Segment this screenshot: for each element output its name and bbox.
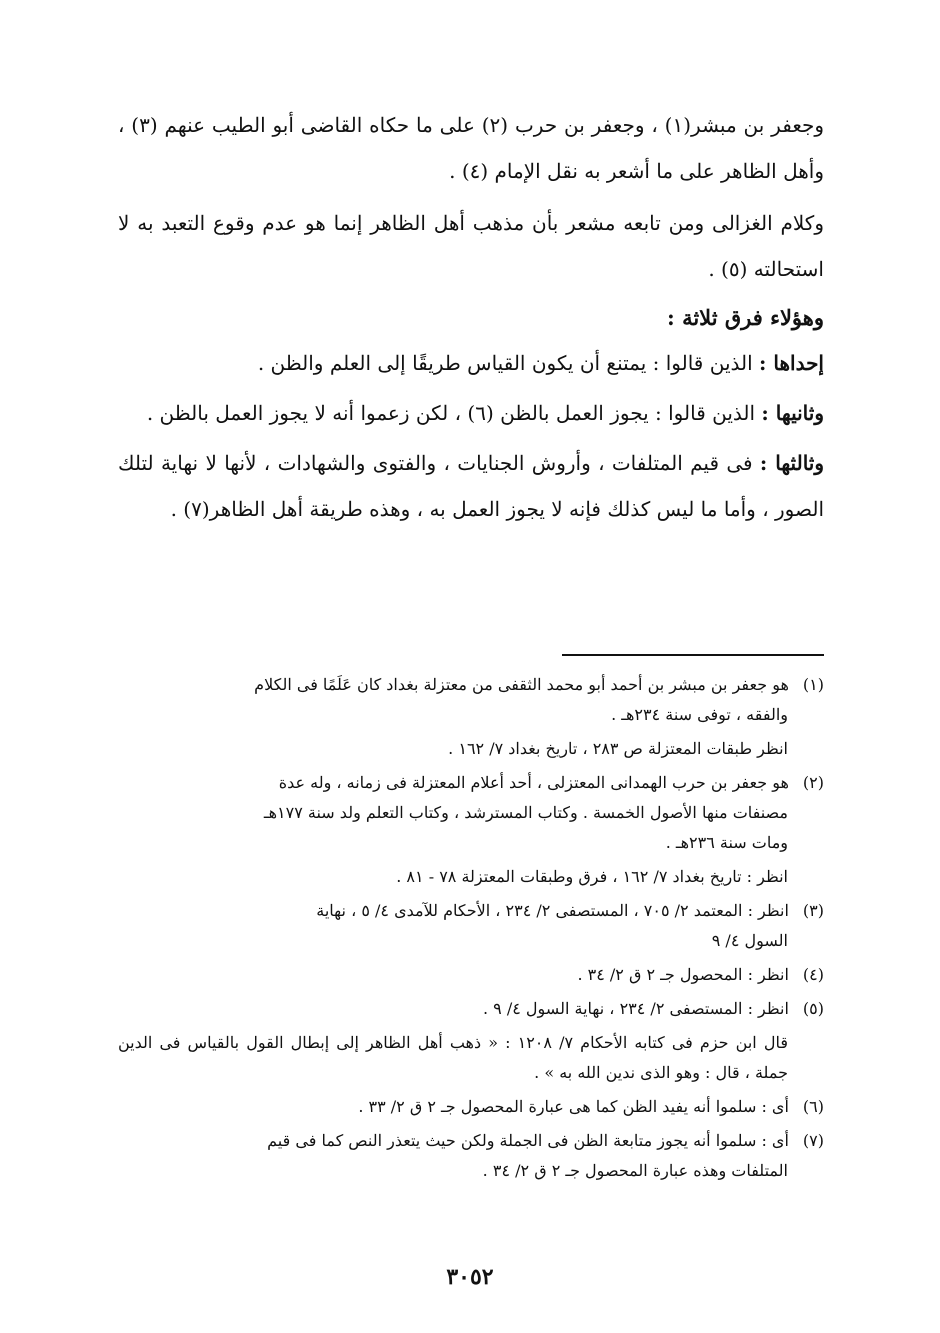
item-lead: وثانيها : [761,401,824,425]
footnote-7 [118,1126,824,1186]
footnote-1-reference: انظر طبقات المعتزلة ص ٢٨٣ ، تاريخ بغداد ٧/ ١٦٢ . [448,739,788,758]
item-lead: وثالثها : [759,451,825,475]
footnote-number: (٥) [802,999,824,1018]
footnote-text: أى : سلموا أنه يجوز متابعة الظن فى الجملة ولكن حيث يتعذر النص كما فى قيم [267,1131,789,1150]
footnote-separator [562,654,824,656]
footnote-3 [118,896,824,956]
item-text: الذين قالوا : يمتنع أن يكون القياس طريقًا إلى العلم والظن . [257,351,760,375]
footnote-6 [118,1092,824,1122]
footnote-text: هو جعفر بن حرب الهمدانى المعتزلى ، أحد أعلام المعتزلة فى زمانه ، وله عدة [278,773,789,792]
footnote-text-cont: والفقه ، توفى سنة ٢٣٤هـ . [611,705,788,724]
footnote-text: هو جعفر بن مبشر بن أحمد أبو محمد الثقفى من معتزلة بغداد كان عَلَمًا فى الكلام [254,675,789,694]
page-number: ٣٠٥٢ [446,1264,494,1290]
footnote-1 [118,670,824,730]
footnote-text: أى : سلموا أنه يفيد الظن كما هى عبارة المحصول جـ ٢ ق ٢/ ٣٣ . [358,1097,789,1116]
quote-text: قال ابن حزم فى كتابه الأحكام ٧/ ١٢٠٨ : « ذهب أهل الظاهر إلى إبطال القول [246,1033,788,1052]
footnote-number: (٣) [802,901,824,920]
footnote-text: انظر : المعتمد ٢/ ٧٠٥ ، المستصفى ٢/ ٢٣٤ ، الأحكام للآمدى ٤/ ٥ ، نهاية [316,901,789,920]
quote-text-cont: بالقياس فى الدين جملة ، قال : وهو الذى ندين الله به » . [118,1033,788,1082]
footnote-2-reference: انظر : تاريخ بغداد ٧/ ١٦٢ ، فرق وطبقات المعتزلة ٧٨ - ٨١ . [396,867,788,886]
paragraph-1: وجعفر بن مبشر(١) ، وجعفر بن حرب (٢) على ما حكاه القاضى أبو الطيب عنهم (٣) ، وأهل الظاهر على ما أشعر به نقل الإمام (٤) . [118,113,824,183]
footnote-text-cont: المتلفات وهذه عبارة المحصول جـ ٢ ق ٢/ ٣٤ . [482,1161,788,1180]
paragraph-2: وكلام الغزالى ومن تابعه مشعر بأن مذهب أهل الظاهر إنما هو عدم وقوع التعبد به لا استحالته (٥) . [118,211,824,281]
main-text [118,102,824,536]
footnote-number: (٢) [802,773,824,792]
list-item-third [118,440,824,532]
list-item-second [118,390,824,436]
footnote-text: انظر : المحصول جـ ٢ ق ٢/ ٣٤ . [577,965,789,984]
item-text: فى قيم المتلفات ، وأروش الجنايات ، والفتوى والشهادات ، لأنها لا نهاية لتلك الصور ، وأما ما ليس كذلك فإنه لا يجوز العمل به ، وهذه طريقة أهل الظاهر(٧) . [118,451,824,521]
list-item-first [118,340,824,386]
footnote-2 [118,768,824,858]
footnote-4 [118,960,824,990]
section-heading: وهؤلاء فرق ثلاثة : [667,305,824,330]
footnotes [118,670,824,1190]
footnote-number: (٦) [802,1097,824,1116]
footnote-text-cont: مصنفات منها الأصول الخمسة . وكتاب المسترشد ، وكتاب التعلم ولد سنة ١٧٧هـ [263,803,788,822]
item-text: الذين قالوا : يجوز العمل بالظن (٦) ، لكن زعموا أنه لا يجوز العمل بالظن . [146,401,762,425]
footnote-number: (٤) [802,965,824,984]
footnote-text-cont: السول ٤/ ٩ [711,931,788,950]
item-lead: إحداها : [759,351,824,375]
footnote-text-cont: ومات سنة ٢٣٦هـ . [665,833,788,852]
footnote-number: (١) [802,675,824,694]
footnote-5 [118,994,824,1024]
footnote-text: انظر : المستصفى ٢/ ٢٣٤ ، نهاية السول ٤/ ٩ . [482,999,789,1018]
footnote-5-quote [118,1028,824,1088]
footnote-number: (٧) [802,1131,824,1150]
